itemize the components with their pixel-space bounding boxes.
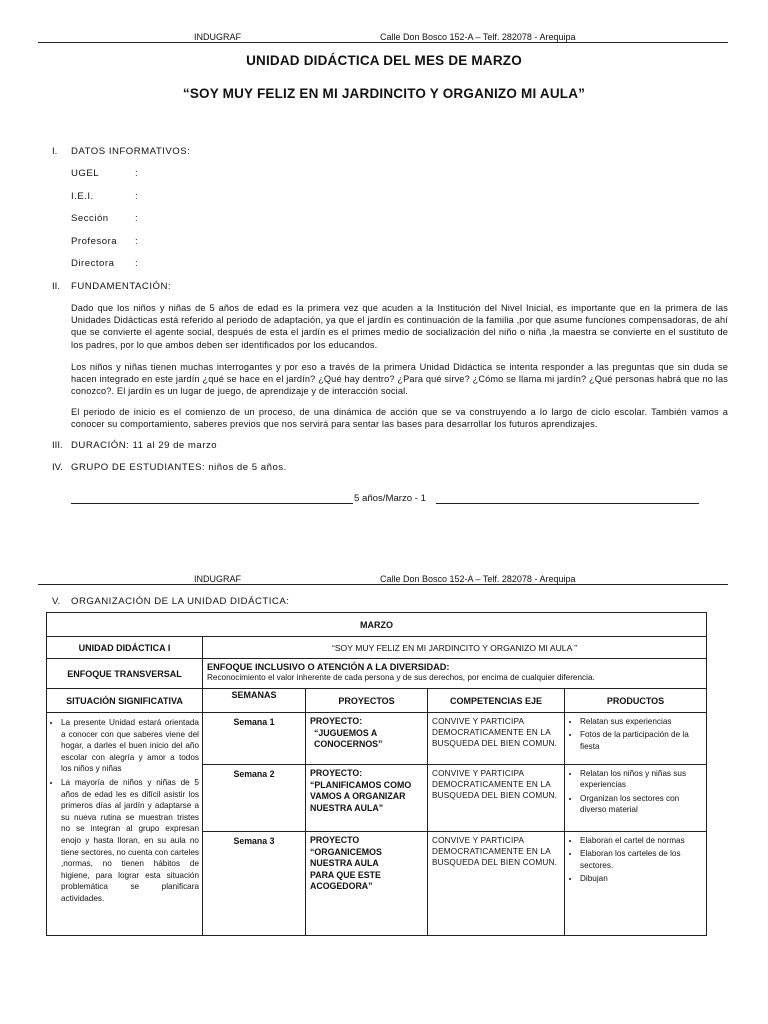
situacion-bullet-2: • La mayoría de niños y niñas de 5 años de edad les es difícil asistir los primeros días al jardín y adaptarse a su nueva rutina se muestran tristes no se integran al grupo expresan enojo y hasta lloran, en su aula no tiene sectores, no cuenta con carteles ,normas, no tienen hábitos de higiene, para lograr esta situación problemática se planificara actividades. xyxy=(61,777,199,905)
situacion-bullet-1: • La presente Unidad estará orientada a conocer con que saberes viene del hogar, a darles el buen inicio del año escolar con alegría y amor a todos los niños y niñas xyxy=(61,717,199,775)
week-2-competencia: CONVIVE Y PARTICIPA DEMOCRATICAMENTE EN LA BUSQUEDA DEL BIEN COMUN. xyxy=(428,765,565,832)
field-seccion-label: Sección xyxy=(71,213,109,224)
enfoque-title: ENFOQUE INCLUSIVO O ATENCIÓN A LA DIVERSIDAD: xyxy=(207,662,450,672)
table-header-row xyxy=(47,689,707,713)
page-footer-right-rule xyxy=(436,503,699,504)
field-directora-colon: : xyxy=(135,258,138,269)
enfoque-description: Reconocimiento el valor inherente de cada persona y de sus derechos, por encima de cualquier diferencia. xyxy=(207,673,595,682)
col-proyectos: PROYECTOS xyxy=(306,689,428,713)
col-productos: PRODUCTOS xyxy=(565,689,707,713)
page-footer xyxy=(71,493,699,507)
unidad-value: “SOY MUY FELIZ EN MI JARDINCITO Y ORGANIZO MI AULA ” xyxy=(203,637,707,659)
week-1-products xyxy=(565,713,707,765)
week-3-product-2: • Elaboran los carteles de los sectores. xyxy=(580,848,702,871)
header-company: INDUGRAF xyxy=(194,32,241,42)
col-competencias: COMPETENCIAS EJE xyxy=(428,689,565,713)
field-iei-label: I.E.I. xyxy=(71,191,94,202)
week-3-project-line-1: PROYECTO xyxy=(310,835,360,845)
enfoque-cell xyxy=(203,659,707,689)
page-footer-left-rule xyxy=(71,503,353,504)
week-3-project-line-2: “ORGANICEMOS NUESTRA AULA xyxy=(310,846,382,869)
situacion-cell xyxy=(47,713,203,936)
unit-subtitle: “SOY MUY FELIZ EN MI JARDINCITO Y ORGANIZO MI AULA” xyxy=(182,86,586,101)
field-profesora-colon: : xyxy=(135,236,138,247)
section-4-number: IV. xyxy=(52,462,63,473)
field-ugel-label: UGEL xyxy=(71,168,100,179)
week-2-products xyxy=(565,765,707,832)
unidad-label: UNIDAD DIDÁCTICA I xyxy=(47,637,203,659)
duration-text: DURACIÓN: 11 al 29 de marzo xyxy=(71,440,218,451)
field-iei-colon: : xyxy=(135,191,138,202)
page-title: UNIDAD DIDÁCTICA DEL MES DE MARZO xyxy=(246,53,522,68)
week-3-product-1: • Elaboran el cartel de normas xyxy=(580,835,702,846)
week-3-project xyxy=(306,832,428,936)
week-1-product-2: • Fotos de la participación de la fiesta xyxy=(580,729,702,752)
week-3-competencia: CONVIVE Y PARTICIPA DEMOCRATICAMENTE EN LA BUSQUEDA DEL BIEN COMUN. xyxy=(428,832,565,936)
section-1-number: I. xyxy=(52,146,58,157)
paragraph-1: Dado que los niños y niñas de 5 años de edad es la primera vez que acuden a la Institución del Nivel Inicial, es importante que en la primera de las Unidades Didácticas está referido al periodo de adaptación, ya que el jardín es continuación de la familia ,por que asume funciones compensadoras, de ahí que se convierte el agente social, después de esta el jardín es el primes medio de socialización del niño o niña ,la maestra se convierte en el sustituto de los padres, por lo que ambos deben ser identificados por los educandos. xyxy=(71,303,728,350)
section-2-heading: FUNDAMENTACIÓN: xyxy=(71,281,172,292)
week-1-project-line-1: PROYECTO: xyxy=(310,716,363,726)
section-1-heading: DATOS INFORMATIVOS: xyxy=(71,146,191,157)
week-1-label: Semana 1 xyxy=(203,713,306,765)
week-2-product-2: • Organizan los sectores con diverso material xyxy=(580,793,702,816)
page-footer-label: 5 años/Marzo - 1 xyxy=(354,493,426,504)
table-row xyxy=(47,659,707,689)
field-seccion-colon: : xyxy=(135,213,138,224)
week-2-project-line-2: “PLANIFICAMOS COMO VAMOS A ORGANIZAR NUESTRA AULA” xyxy=(310,779,412,813)
week-1-project-line-2: “JUGUEMOS A CONOCERNOS” xyxy=(314,727,383,750)
week-1-competencia: CONVIVE Y PARTICIPA DEMOCRATICAMENTE EN LA BUSQUEDA DEL BIEN COMUN. xyxy=(428,713,565,765)
col-semanas: SEMANAS xyxy=(203,689,306,713)
week-3-project-line-3: PARA QUE ESTE ACOGEDORA” xyxy=(310,869,381,892)
month-header: MARZO xyxy=(47,613,707,637)
section-5-number: V. xyxy=(52,596,61,607)
week-2-product-1: • Relatan los niños y niñas sus experiencias xyxy=(580,768,702,791)
week-1-product-1: • Relatan sus experiencias xyxy=(580,716,702,727)
week-1-project xyxy=(306,713,428,765)
header-address: Calle Don Bosco 152-A – Telf. 282078 - Arequipa xyxy=(380,32,576,42)
enfoque-label: ENFOQUE TRANSVERSAL xyxy=(47,659,203,689)
week-3-label: Semana 3 xyxy=(203,832,306,936)
section-5-heading: ORGANIZACIÓN DE LA UNIDAD DIDÁCTICA: xyxy=(71,596,290,607)
field-profesora-label: Profesora xyxy=(71,236,118,247)
header-address-2: Calle Don Bosco 152-A – Telf. 282078 - Arequipa xyxy=(380,574,576,584)
week-2-label: Semana 2 xyxy=(203,765,306,832)
paragraph-2: Los niños y niñas tienen muchas interrogantes y por eso a través de la primera Unidad Didáctica se intenta responder a las preguntas que sin duda se hacen integrado en este jardín ¿qué se hace en el jardín? ¿Qué hay dentro? ¿Para qué sirve? ¿Cómo se llama mi jardín? ¿Qué personas habrá que no las conozco?. El jardín es un lugar de juego, de aprendizaje y de interacción social. xyxy=(71,362,728,397)
section-2-number: II. xyxy=(52,281,60,292)
header-rule xyxy=(38,42,728,43)
week-3-product-3: • Dibujan xyxy=(580,873,702,884)
col-situacion: SITUACIÓN SIGNIFICATIVA xyxy=(47,689,203,713)
week-2-project xyxy=(306,765,428,832)
table-row xyxy=(47,637,707,659)
group-text: GRUPO DE ESTUDIANTES: niños de 5 años. xyxy=(71,462,287,473)
section-3-number: III. xyxy=(52,440,63,451)
paragraph-3: El periodo de inicio es el comienzo de un proceso, de una dinámica de acción que se va construyendo a lo largo de ciclo escolar. También vamos a conocer su comportamiento, saberes previos que nos servirá para sentar las bases para desarrollar los futuros aprendizajes. xyxy=(71,407,728,430)
table-row-week-1 xyxy=(47,713,707,765)
week-3-products xyxy=(565,832,707,936)
field-ugel-colon: : xyxy=(135,168,138,179)
unit-organization-table xyxy=(46,612,707,936)
field-directora-label: Directora xyxy=(71,258,115,269)
header-rule-2 xyxy=(38,584,728,585)
table-row xyxy=(47,613,707,637)
week-2-project-line-1: PROYECTO: xyxy=(310,768,363,778)
header-company-2: INDUGRAF xyxy=(194,574,241,584)
